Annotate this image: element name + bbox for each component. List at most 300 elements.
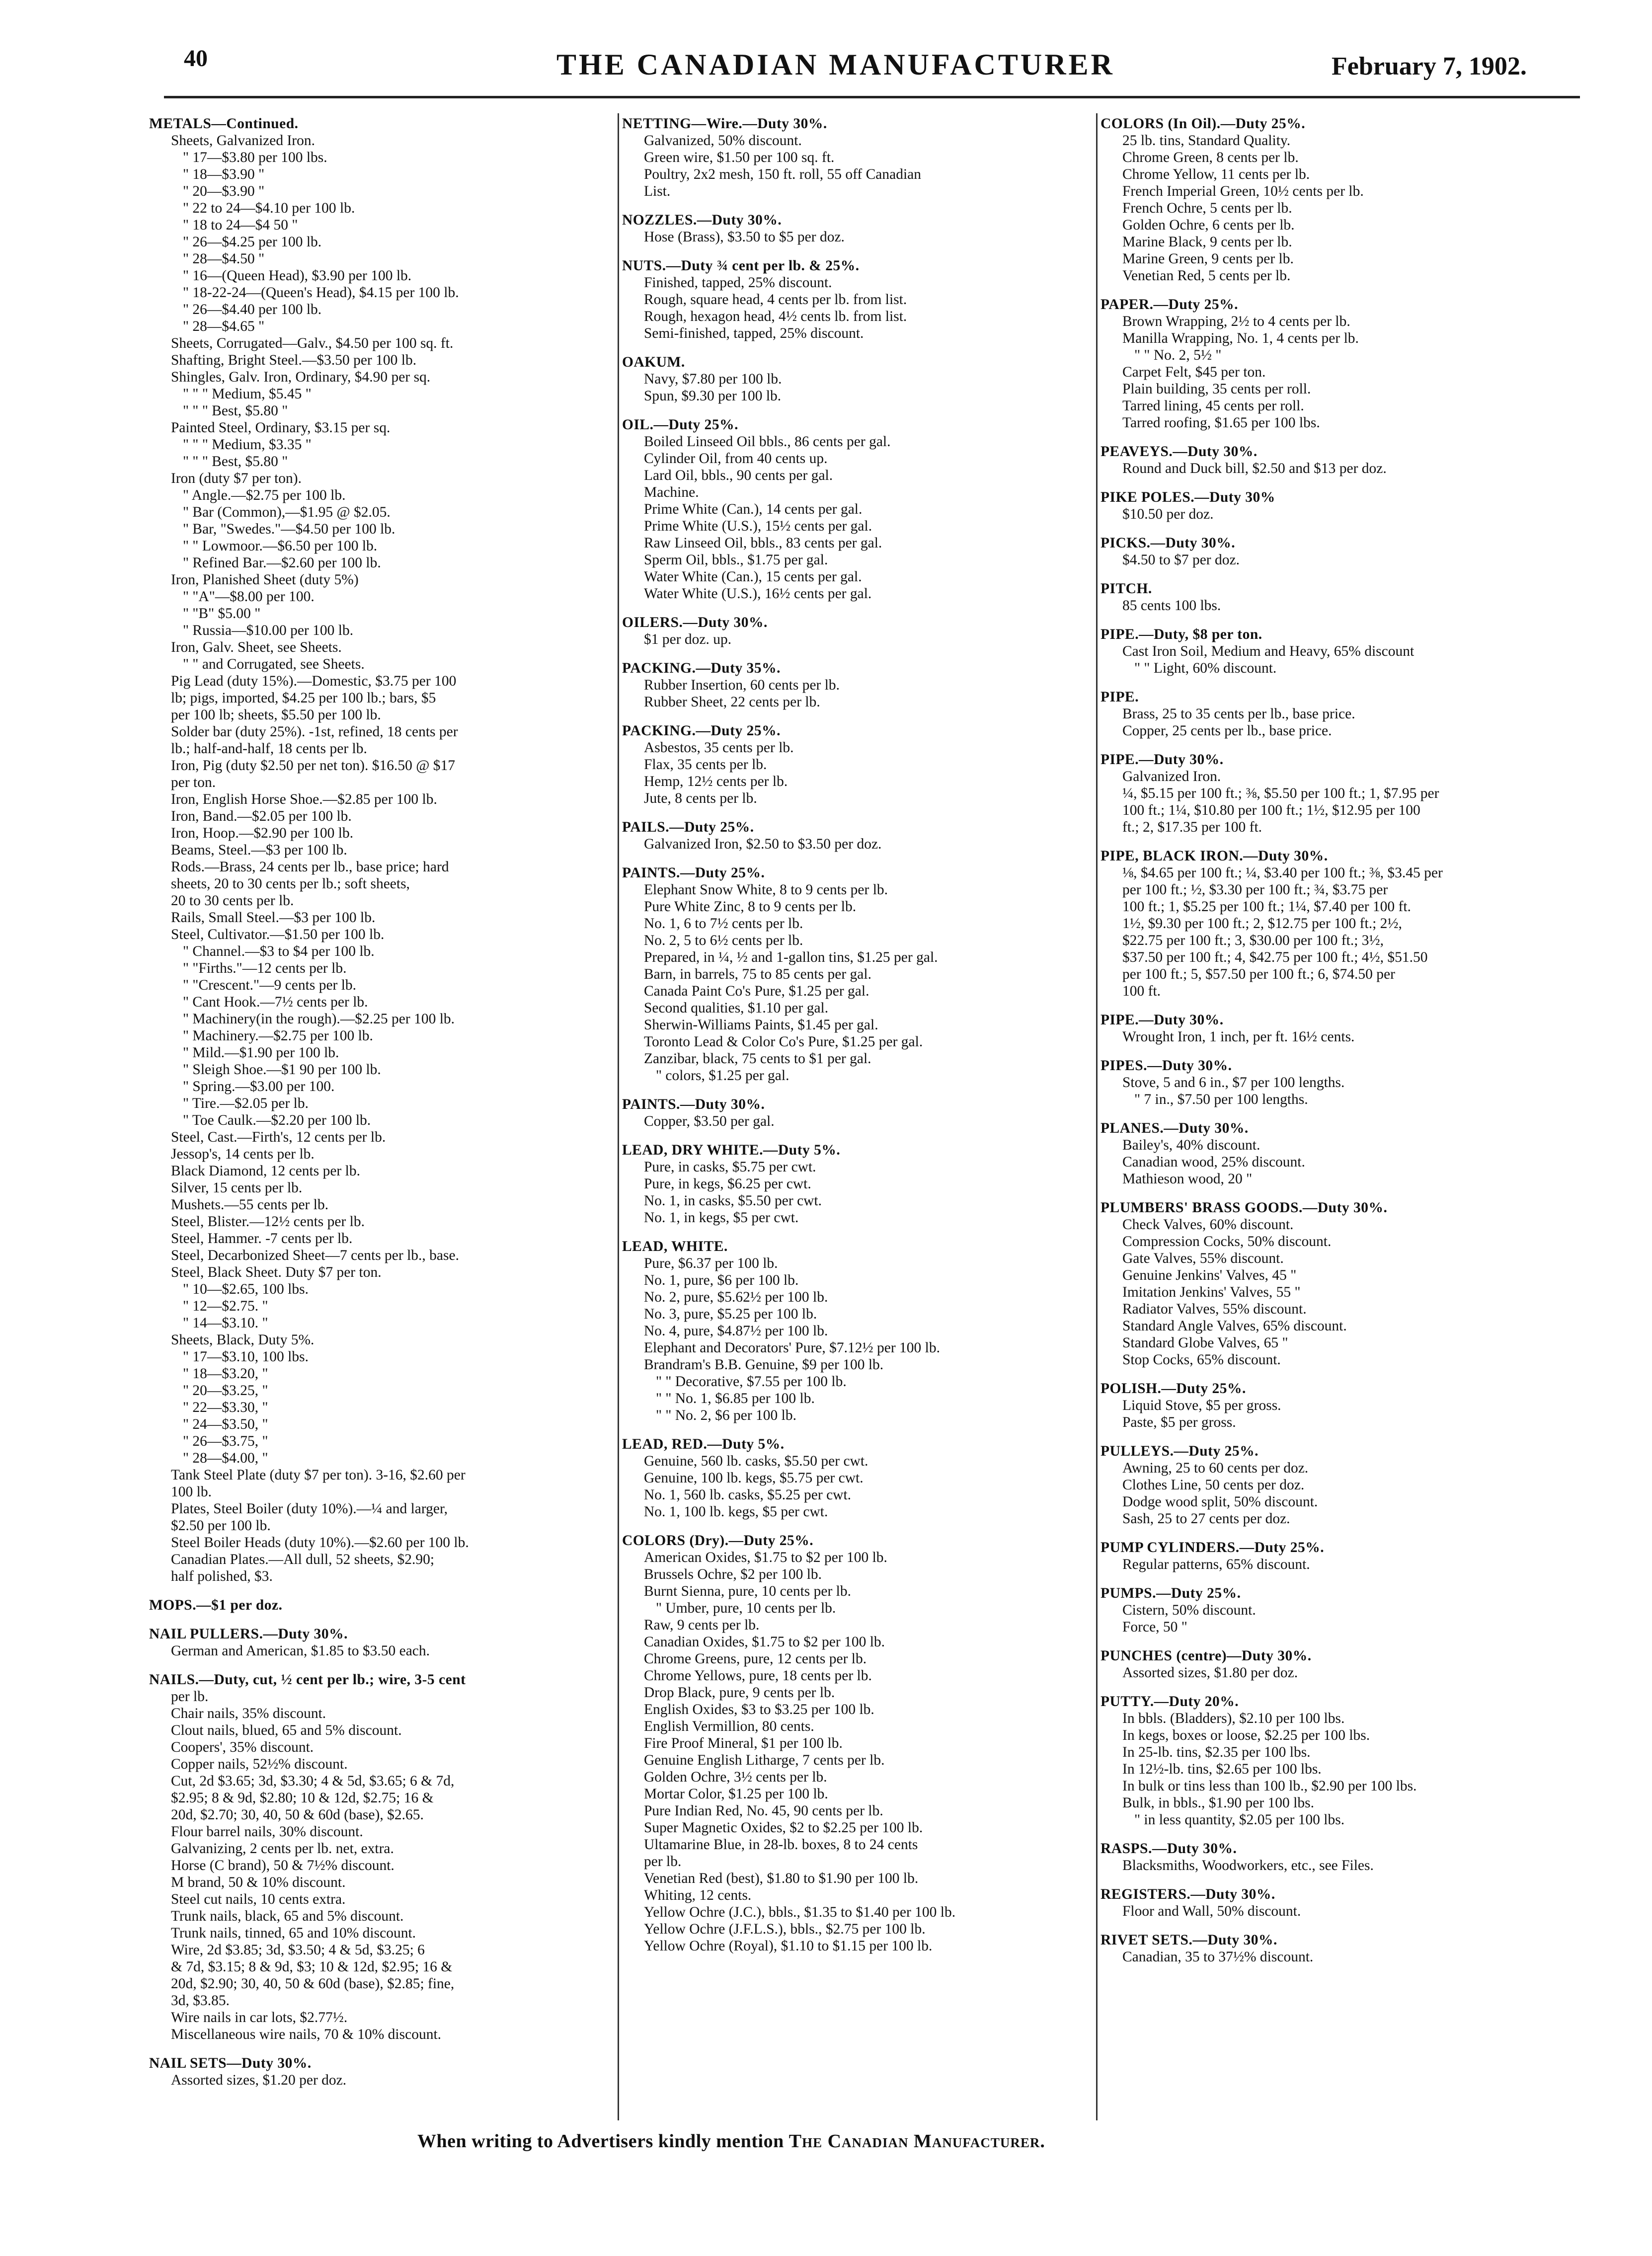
price-section [622, 1238, 1094, 1424]
price-entry: " " No. 2, $6 per 100 lb. [656, 1407, 797, 1423]
price-section [149, 1671, 614, 2043]
price-section [1101, 1886, 1577, 1920]
price-entry: " " " Medium, $5.45 " [183, 386, 312, 402]
price-section [622, 354, 1094, 404]
section-heading: NAILS.—Duty, cut, ½ cent per lb.; wire, 3-5 cent [149, 1672, 466, 1688]
price-entry: " 17—$3.10, 100 lbs. [183, 1349, 309, 1365]
price-entry: Galvanizing, 2 cents per lb. net, extra. [171, 1841, 394, 1857]
price-section [1101, 1539, 1577, 1573]
price-entry: Prepared, in ¼, ½ and 1-gallon tins, $1.25 per gal. [644, 949, 938, 965]
price-entry: No. 2, pure, $5.62½ per 100 lb. [644, 1289, 828, 1305]
section-heading: NAIL PULLERS.—Duty 30%. [149, 1626, 348, 1642]
price-entry: Rods.—Brass, 24 cents per lb., base price; hard [171, 859, 449, 875]
price-entry: American Oxides, $1.75 to $2 per 100 lb. [644, 1550, 887, 1565]
price-entry: Coopers', 35% discount. [171, 1739, 314, 1755]
section-heading: PACKING.—Duty 25%. [622, 723, 781, 739]
price-entry: 25 lb. tins, Standard Quality. [1122, 133, 1291, 149]
price-section [149, 2055, 614, 2089]
section-heading: OILERS.—Duty 30%. [622, 615, 768, 630]
price-entry: Finished, tapped, 25% discount. [644, 275, 832, 291]
price-entry: Copper, 25 cents per lb., base price. [1122, 723, 1332, 739]
price-section [622, 1532, 1094, 1954]
price-section [1101, 296, 1577, 431]
price-entry: Clout nails, blued, 65 and 5% discount. [171, 1722, 402, 1738]
price-entry: Canada Paint Co's Pure, $1.25 per gal. [644, 983, 869, 999]
price-entry: Elephant and Decorators' Pure, $7.12½ per 100 lb. [644, 1340, 940, 1356]
price-entry: " Mild.—$1.90 per 100 lb. [183, 1045, 339, 1061]
price-entry: " " " Best, $5.80 " [183, 403, 288, 419]
price-entry: " " Lowmoor.—$6.50 per 100 lb. [183, 538, 378, 554]
price-entry: Bulk, in bbls., $1.90 per 100 lbs. [1122, 1795, 1314, 1811]
price-entry: Tarred lining, 45 cents per roll. [1122, 398, 1304, 414]
price-entry: Chrome Greens, pure, 12 cents per lb. [644, 1651, 867, 1667]
price-entry: " 20—$3.90 " [183, 183, 265, 199]
column-1 [149, 115, 614, 2100]
price-entry: Super Magnetic Oxides, $2 to $2.25 per 100 lb. [644, 1820, 923, 1836]
price-entry: " 22—$3.30, " [183, 1400, 268, 1415]
price-entry: lb; pigs, imported, $4.25 per 100 lb.; bars, $5 [171, 690, 436, 706]
price-entry: $1 per doz. up. [644, 631, 732, 647]
price-section [1101, 535, 1577, 568]
price-entry: Wire, 2d $3.85; 3d, $3.50; 4 & 5d, $3.25; 6 [171, 1942, 425, 1958]
price-section [622, 614, 1094, 648]
price-entry: Plain building, 35 cents per roll. [1122, 381, 1311, 397]
section-heading: PICKS.—Duty 30%. [1101, 535, 1236, 551]
section-heading: PAPER.—Duty 25%. [1101, 297, 1239, 312]
price-entry: " "Crescent."—9 cents per lb. [183, 977, 357, 993]
price-entry: " 18-22-24—(Queen's Head), $4.15 per 100 lb. [183, 285, 459, 301]
price-entry: " 16—(Queen Head), $3.90 per 100 lb. [183, 268, 412, 284]
price-section [622, 864, 1094, 1084]
section-heading: PUMPS.—Duty 25%. [1101, 1585, 1241, 1601]
price-section [622, 819, 1094, 853]
section-heading: MOPS.—$1 per doz. [149, 1597, 283, 1613]
price-entry: " 7 in., $7.50 per 100 lengths. [1134, 1091, 1308, 1107]
price-entry: " 10—$2.65, 100 lbs. [183, 1281, 309, 1297]
price-entry: Trunk nails, black, 65 and 5% discount. [171, 1908, 404, 1924]
price-entry: Sheets, Black, Duty 5%. [171, 1332, 315, 1348]
price-entry: Sperm Oil, bbls., $1.75 per gal. [644, 552, 828, 568]
price-section [622, 212, 1094, 245]
price-entry: " Tire.—$2.05 per lb. [183, 1095, 309, 1111]
price-section [622, 660, 1094, 710]
price-entry: No. 1, in casks, $5.50 per cwt. [644, 1193, 822, 1209]
section-heading: PAINTS.—Duty 30%. [622, 1096, 765, 1112]
price-entry: Pure Indian Red, No. 45, 90 cents per lb. [644, 1803, 883, 1819]
price-entry: Elephant Snow White, 8 to 9 cents per lb. [644, 882, 888, 898]
price-section [622, 115, 1094, 200]
price-entry: " " " Best, $5.80 " [183, 454, 288, 469]
price-entry: Cut, 2d $3.65; 3d, $3.30; 4 & 5d, $3.65; 6 & 7d, [171, 1773, 455, 1789]
price-entry: " 26—$3.75, " [183, 1433, 268, 1449]
price-entry: $10.50 per doz. [1122, 506, 1214, 522]
price-entry: Steel, Cultivator.—$1.50 per 100 lb. [171, 927, 385, 942]
price-entry: " Machinery.—$2.75 per 100 lb. [183, 1028, 373, 1044]
price-entry: Hose (Brass), $3.50 to $5 per doz. [644, 229, 845, 245]
price-entry: Pig Lead (duty 15%).—Domestic, $3.75 per 100 [171, 673, 457, 689]
price-entry: Machine. [644, 484, 699, 500]
price-section [1101, 1693, 1577, 1828]
price-entry: Green wire, $1.50 per 100 sq. ft. [644, 150, 835, 165]
price-entry: Brandram's B.B. Genuine, $9 per 100 lb. [644, 1357, 884, 1373]
price-entry: Venetian Red (best), $1.80 to $1.90 per 100 lb. [644, 1870, 919, 1886]
price-entry: Genuine English Litharge, 7 cents per lb. [644, 1752, 885, 1768]
section-heading: PIPE.—Duty 30%. [1101, 1012, 1224, 1028]
price-entry: Rubber Sheet, 22 cents per lb. [644, 694, 820, 710]
section-heading: PUMP CYLINDERS.—Duty 25%. [1101, 1540, 1325, 1556]
price-entry: " Refined Bar.—$2.60 per 100 lb. [183, 555, 381, 571]
column-divider-1 [618, 113, 619, 2120]
price-section [1101, 489, 1577, 523]
price-section [1101, 1057, 1577, 1108]
price-entry: Imitation Jenkins' Valves, 55 " [1122, 1284, 1301, 1300]
price-section [622, 257, 1094, 342]
price-section [622, 416, 1094, 602]
price-entry: Chrome Green, 8 cents per lb. [1122, 150, 1299, 165]
price-entry: per lb. [644, 1854, 682, 1869]
price-entry: Shafting, Bright Steel.—$3.50 per 100 lb. [171, 352, 417, 368]
price-entry: Fire Proof Mineral, $1 per 100 lb. [644, 1735, 843, 1751]
section-heading: REGISTERS.—Duty 30%. [1101, 1886, 1275, 1902]
price-entry: Jessop's, 14 cents per lb. [171, 1146, 315, 1162]
price-entry: Semi-finished, tapped, 25% discount. [644, 325, 864, 341]
price-entry: ¼, $5.15 per 100 ft.; ⅜, $5.50 per 100 ft.; 1, $7.95 per [1122, 785, 1439, 801]
price-entry: 100 ft.; 1¼, $10.80 per 100 ft.; 1½, $12.95 per 100 [1122, 802, 1420, 818]
price-entry: No. 1, 6 to 7½ cents per lb. [644, 916, 803, 932]
price-entry: Hemp, 12½ cents per lb. [644, 774, 788, 789]
column-2 [622, 115, 1094, 1966]
section-heading: NUTS.—Duty ¾ cent per lb. & 25%. [622, 258, 860, 274]
header-rule [164, 96, 1580, 98]
price-section [622, 1096, 1094, 1130]
price-entry: Manilla Wrapping, No. 1, 4 cents per lb. [1122, 330, 1359, 346]
price-entry: Iron, Planished Sheet (duty 5%) [171, 572, 359, 588]
section-heading: PIPES.—Duty 30%. [1101, 1058, 1232, 1074]
price-entry: No. 4, pure, $4.87½ per 100 lb. [644, 1323, 828, 1339]
price-entry: Solder bar (duty 25%). -1st, refined, 18 cents per [171, 724, 458, 740]
price-entry: per lb. [171, 1689, 209, 1705]
price-entry: " 28—$4.65 " [183, 318, 265, 334]
price-section [1101, 1199, 1577, 1368]
price-entry: Cylinder Oil, from 40 cents up. [644, 451, 828, 467]
price-entry: " 26—$4.25 per 100 lb. [183, 234, 322, 250]
price-entry: Flax, 35 cents per lb. [644, 757, 767, 773]
price-entry: Canadian Plates.—All dull, 52 sheets, $2.90; [171, 1552, 435, 1567]
section-heading: PAINTS.—Duty 25%. [622, 865, 765, 881]
section-heading: NETTING—Wire.—Duty 30%. [622, 116, 827, 132]
price-section [1101, 1647, 1577, 1681]
price-section [1101, 1011, 1577, 1045]
price-entry: Sheets, Galvanized Iron. [171, 133, 315, 149]
price-entry: Shingles, Galv. Iron, Ordinary, $4.90 per sq. [171, 369, 431, 385]
price-entry: " "B" $5.00 " [183, 606, 261, 622]
price-entry: Rubber Insertion, 60 cents per lb. [644, 677, 840, 693]
price-entry: Prime White (Can.), 14 cents per gal. [644, 501, 863, 517]
price-entry: No. 1, in kegs, $5 per cwt. [644, 1210, 799, 1226]
footer-publication: The Canadian Manufacturer. [788, 2131, 1045, 2152]
price-entry: Ultamarine Blue, in 28-lb. boxes, 8 to 24 cents [644, 1837, 918, 1853]
price-entry: " Sleigh Shoe.—$1 90 per 100 lb. [183, 1062, 381, 1078]
price-entry: Copper, $3.50 per gal. [644, 1113, 775, 1129]
price-section [1101, 689, 1577, 739]
price-entry: Boiled Linseed Oil bbls., 86 cents per gal. [644, 434, 891, 450]
price-entry: Marine Green, 9 cents per lb. [1122, 251, 1294, 267]
price-entry: Blacksmiths, Woodworkers, etc., see Files. [1122, 1858, 1374, 1873]
price-entry: " Machinery(in the rough).—$2.25 per 100 lb. [183, 1011, 455, 1027]
price-entry: " "A"—$8.00 per 100. [183, 589, 315, 605]
footer-notice [417, 2130, 1045, 2152]
price-entry: ⅛, $4.65 per 100 ft.; ¼, $3.40 per 100 ft.; ⅜, $3.45 per [1122, 865, 1443, 881]
price-entry: Steel, Decarbonized Sheet—7 cents per lb., base. [171, 1247, 459, 1263]
price-entry: Round and Duck bill, $2.50 and $13 per doz. [1122, 461, 1387, 476]
price-entry: " Russia—$10.00 per 100 lb. [183, 622, 354, 638]
price-entry: In 12½-lb. tins, $2.65 per 100 lbs. [1122, 1761, 1322, 1777]
section-heading: PUTTY.—Duty 20%. [1101, 1694, 1239, 1710]
price-section [1101, 1120, 1577, 1187]
price-entry: Rough, hexagon head, 4½ cents lb. from list. [644, 309, 907, 324]
price-entry: " " and Corrugated, see Sheets. [183, 656, 365, 672]
price-entry: No. 2, 5 to 6½ cents per lb. [644, 933, 803, 948]
price-entry: " " No. 1, $6.85 per 100 lb. [656, 1391, 815, 1406]
section-heading: RIVET SETS.—Duty 30%. [1101, 1932, 1277, 1948]
column-3 [1101, 115, 1577, 1977]
price-entry: English Oxides, $3 to $3.25 per 100 lb. [644, 1702, 874, 1717]
price-entry: $2.50 per 100 lb. [171, 1518, 271, 1534]
price-entry: " 12—$2.75. " [183, 1298, 268, 1314]
price-entry: Standard Globe Valves, 65 " [1122, 1335, 1288, 1351]
price-entry: German and American, $1.85 to $3.50 each. [171, 1643, 430, 1659]
section-heading: PULLEYS.—Duty 25%. [1101, 1443, 1259, 1459]
price-entry: M brand, 50 & 10% discount. [171, 1874, 346, 1890]
price-entry: & 7d, $3.15; 8 & 9d, $3; 10 & 12d, $2.95; 16 & [171, 1959, 453, 1975]
price-entry: Iron, English Horse Shoe.—$2.85 per 100 lb. [171, 791, 437, 807]
price-entry: Prime White (U.S.), 15½ cents per gal. [644, 518, 872, 534]
price-entry: Water White (U.S.), 16½ cents per gal. [644, 586, 872, 602]
price-entry: Poultry, 2x2 mesh, 150 ft. roll, 55 off Canadian [644, 166, 921, 182]
price-entry: half polished, $3. [171, 1568, 273, 1584]
price-entry: Yellow Ochre (J.C.), bbls., $1.35 to $1.40 per 100 lb. [644, 1904, 956, 1920]
price-entry: Iron (duty $7 per ton). [171, 470, 302, 486]
footer-text: When writing to Advertisers kindly mention [417, 2131, 784, 2152]
price-entry: Steel, Hammer. -7 cents per lb. [171, 1231, 353, 1246]
section-heading: PIPE, BLACK IRON.—Duty 30%. [1101, 848, 1328, 864]
price-entry: Iron, Band.—$2.05 per 100 lb. [171, 808, 352, 824]
price-entry: In 25-lb. tins, $2.35 per 100 lbs. [1122, 1744, 1311, 1760]
price-entry: " " Decorative, $7.55 per 100 lb. [656, 1374, 847, 1390]
price-entry: Pure, in casks, $5.75 per cwt. [644, 1159, 816, 1175]
price-entry: Clothes Line, 50 cents per doz. [1122, 1477, 1305, 1493]
price-entry: Bailey's, 40% discount. [1122, 1137, 1260, 1153]
section-heading: NOZZLES.—Duty 30%. [622, 212, 782, 228]
price-entry: $22.75 per 100 ft.; 3, $30.00 per 100 ft.; 3½, [1122, 933, 1384, 948]
price-entry: Trunk nails, tinned, 65 and 10% discount. [171, 1925, 416, 1941]
price-entry: per 100 lb; sheets, $5.50 per 100 lb. [171, 707, 381, 723]
price-entry: " Cant Hook.—7½ cents per lb. [183, 994, 368, 1010]
price-entry: " 26—$4.40 per 100 lb. [183, 302, 322, 317]
price-entry: Standard Angle Valves, 65% discount. [1122, 1318, 1347, 1334]
price-entry: " 18—$3.20, " [183, 1366, 268, 1382]
price-entry: Dodge wood split, 50% discount. [1122, 1494, 1318, 1510]
price-entry: English Vermillion, 80 cents. [644, 1718, 814, 1734]
price-entry: per 100 ft.; ½, $3.30 per 100 ft.; ¾, $3.75 per [1122, 882, 1388, 898]
price-entry: " " Light, 60% discount. [1134, 660, 1277, 676]
section-heading: PITCH. [1101, 581, 1152, 597]
price-entry: " Bar, "Swedes."—$4.50 per 100 lb. [183, 521, 395, 537]
section-heading: PLANES.—Duty 30%. [1101, 1120, 1249, 1136]
price-entry: No. 1, pure, $6 per 100 lb. [644, 1272, 799, 1288]
price-entry: No. 1, 100 lb. kegs, $5 per cwt. [644, 1504, 828, 1520]
price-entry: Awning, 25 to 60 cents per doz. [1122, 1460, 1309, 1476]
price-entry: Assorted sizes, $1.80 per doz. [1122, 1665, 1298, 1681]
price-entry: " 18—$3.90 " [183, 166, 265, 182]
price-entry: Galvanized Iron, $2.50 to $3.50 per doz. [644, 836, 882, 852]
price-entry: Brussels Ochre, $2 per 100 lb. [644, 1566, 822, 1582]
price-entry: Genuine, 100 lb. kegs, $5.75 per cwt. [644, 1470, 864, 1486]
section-heading: PEAVEYS.—Duty 30%. [1101, 444, 1258, 460]
price-entry: Chair nails, 35% discount. [171, 1706, 326, 1721]
price-entry: Mortar Color, $1.25 per 100 lb. [644, 1786, 828, 1802]
price-entry: Navy, $7.80 per 100 lb. [644, 371, 782, 387]
price-entry: Mathieson wood, 20 " [1122, 1171, 1253, 1187]
price-section [1101, 1443, 1577, 1527]
price-entry: 1½, $9.30 per 100 ft.; 2, $12.75 per 100 ft.; 2½, [1122, 916, 1402, 932]
price-entry: Golden Ochre, 3½ cents per lb. [644, 1769, 827, 1785]
price-entry: Steel cut nails, 10 cents extra. [171, 1891, 346, 1907]
price-entry: No. 3, pure, $5.25 per 100 lb. [644, 1306, 817, 1322]
price-section [1101, 443, 1577, 477]
price-entry: " 28—$4.50 " [183, 251, 265, 267]
price-entry: sheets, 20 to 30 cents per lb.; soft sheets, [171, 876, 410, 892]
price-entry: 100 lb. [171, 1484, 212, 1500]
section-heading: COLORS (In Oil).—Duty 25%. [1101, 116, 1306, 132]
section-heading: PACKING.—Duty 35%. [622, 660, 781, 676]
price-entry: Toronto Lead & Color Co's Pure, $1.25 per gal. [644, 1034, 923, 1050]
price-entry: Radiator Valves, 55% discount. [1122, 1301, 1307, 1317]
section-heading: NAIL SETS—Duty 30%. [149, 2055, 312, 2071]
price-entry: Marine Black, 9 cents per lb. [1122, 234, 1292, 250]
price-entry: $2.95; 8 & 9d, $2.80; 10 & 12d, $2.75; 16 & [171, 1790, 434, 1806]
price-entry: Chrome Yellows, pure, 18 cents per lb. [644, 1668, 872, 1684]
price-entry: Second qualities, $1.10 per gal. [644, 1000, 829, 1016]
publication-title: THE CANADIAN MANUFACTURER [556, 48, 1115, 81]
price-section [1101, 580, 1577, 614]
price-entry: " "Firths."—12 cents per lb. [183, 960, 347, 976]
price-entry: Gate Valves, 55% discount. [1122, 1250, 1284, 1266]
price-entry: Compression Cocks, 50% discount. [1122, 1234, 1332, 1249]
section-heading: METALS—Continued. [149, 116, 299, 132]
price-entry: Tank Steel Plate (duty $7 per ton). 3-16, $2.60 per [171, 1467, 466, 1483]
price-entry: 100 ft.; 1, $5.25 per 100 ft.; 1¼, $7.40 per 100 ft. [1122, 899, 1411, 915]
price-entry: In bbls. (Bladders), $2.10 per 100 lbs. [1122, 1711, 1345, 1726]
section-heading: PIPE. [1101, 689, 1139, 705]
price-entry: Floor and Wall, 50% discount. [1122, 1903, 1301, 1919]
price-entry: " 14—$3.10. " [183, 1315, 268, 1331]
price-entry: Sherwin-Williams Paints, $1.45 per gal. [644, 1017, 878, 1033]
price-entry: Beams, Steel.—$3 per 100 lb. [171, 842, 347, 858]
price-section [1101, 1840, 1577, 1874]
price-entry: Iron, Galv. Sheet, see Sheets. [171, 639, 342, 655]
price-entry: Iron, Pig (duty $2.50 per net ton). $16.50 @ $17 [171, 758, 456, 774]
price-section [1101, 1932, 1577, 1965]
section-heading: PIKE POLES.—Duty 30% [1101, 489, 1275, 505]
section-heading: PIPE.—Duty, $8 per ton. [1101, 626, 1262, 642]
price-entry: Mushets.—55 cents per lb. [171, 1197, 329, 1213]
price-entry: 20d, $2.70; 30, 40, 50 & 60d (base), $2.65. [171, 1807, 424, 1823]
price-entry: Barn, in barrels, 75 to 85 cents per gal. [644, 966, 871, 982]
section-heading: PUNCHES (centre)—Duty 30%. [1101, 1648, 1312, 1664]
price-entry: Painted Steel, Ordinary, $3.15 per sq. [171, 420, 391, 436]
price-section [622, 722, 1094, 807]
price-entry: Jute, 8 cents per lb. [644, 790, 757, 806]
price-entry: " 18 to 24—$4 50 " [183, 217, 298, 233]
price-section [622, 1142, 1094, 1226]
price-entry: " " No. 2, 5½ " [1134, 347, 1222, 363]
price-entry: Raw Linseed Oil, bbls., 83 cents per gal. [644, 535, 882, 551]
price-entry: Genuine, 560 lb. casks, $5.50 per cwt. [644, 1453, 868, 1469]
price-entry: Golden Ochre, 6 cents per lb. [1122, 217, 1295, 233]
price-entry: Raw, 9 cents per lb. [644, 1617, 760, 1633]
price-entry: Miscellaneous wire nails, 70 & 10% discount. [171, 2026, 442, 2042]
price-entry: Steel Boiler Heads (duty 10%).—$2.60 per 100 lb. [171, 1535, 469, 1551]
price-entry: " in less quantity, $2.05 per 100 lbs. [1134, 1812, 1345, 1828]
price-entry: " colors, $1.25 per gal. [656, 1068, 789, 1084]
price-entry: Rough, square head, 4 cents per lb. from list. [644, 292, 907, 308]
column-divider-2 [1096, 113, 1098, 2120]
section-heading: LEAD, DRY WHITE.—Duty 5%. [622, 1142, 841, 1158]
price-entry: " " " Medium, $3.35 " [183, 437, 312, 453]
price-entry: 100 ft. [1122, 983, 1161, 999]
price-entry: per 100 ft.; 5, $57.50 per 100 ft.; 6, $74.50 per [1122, 966, 1395, 982]
price-entry: Regular patterns, 65% discount. [1122, 1556, 1310, 1572]
section-heading: OAKUM. [622, 354, 685, 370]
section-heading: PLUMBERS' BRASS GOODS.—Duty 30%. [1101, 1200, 1388, 1216]
price-entry: No. 1, 560 lb. casks, $5.25 per cwt. [644, 1487, 852, 1503]
section-heading: POLISH.—Duty 25%. [1101, 1381, 1246, 1397]
price-entry: " 24—$3.50, " [183, 1416, 268, 1432]
price-entry: Paste, $5 per gross. [1122, 1414, 1236, 1430]
price-entry: " Bar (Common),—$1.95 @ $2.05. [183, 504, 391, 520]
price-entry: ft.; 2, $17.35 per 100 ft. [1122, 819, 1262, 835]
price-entry: 20d, $2.90; 30, 40, 50 & 60d (base), $2.85; fine, [171, 1976, 455, 1992]
price-entry: Lard Oil, bbls., 90 cents per gal. [644, 467, 833, 483]
price-entry: Tarred roofing, $1.65 per 100 lbs. [1122, 415, 1320, 431]
price-entry: Genuine Jenkins' Valves, 45 " [1122, 1267, 1297, 1283]
price-entry: Stop Cocks, 65% discount. [1122, 1352, 1281, 1368]
price-entry: Wire nails in car lots, $2.77½. [171, 2010, 348, 2025]
price-entry: Iron, Hoop.—$2.90 per 100 lb. [171, 825, 354, 841]
price-entry: In kegs, boxes or loose, $2.25 per 100 lbs. [1122, 1727, 1370, 1743]
price-entry: Brown Wrapping, 2½ to 4 cents per lb. [1122, 313, 1350, 329]
price-entry: Steel, Blister.—12½ cents per lb. [171, 1214, 365, 1230]
price-entry: " Umber, pure, 10 cents per lb. [656, 1600, 836, 1616]
price-section [1101, 1380, 1577, 1431]
price-section [149, 115, 614, 1585]
section-heading: COLORS (Dry).—Duty 25%. [622, 1533, 814, 1549]
price-entry: " Channel.—$3 to $4 per 100 lb. [183, 943, 375, 959]
price-entry: Canadian, 35 to 37½% discount. [1122, 1949, 1314, 1965]
price-section [1101, 1585, 1577, 1635]
price-section [622, 1436, 1094, 1520]
price-entry: French Imperial Green, 10½ cents per lb. [1122, 183, 1364, 199]
price-entry: " Toe Caulk.—$2.20 per 100 lb. [183, 1112, 371, 1128]
price-entry: Silver, 15 cents per lb. [171, 1180, 303, 1196]
price-entry: Sash, 25 to 27 cents per doz. [1122, 1511, 1290, 1527]
price-entry: Carpet Felt, $45 per ton. [1122, 364, 1266, 380]
price-entry: lb.; half-and-half, 18 cents per lb. [171, 741, 367, 757]
price-entry: Water White (Can.), 15 cents per gal. [644, 569, 862, 585]
price-entry: Whiting, 12 cents. [644, 1887, 752, 1903]
price-entry: Venetian Red, 5 cents per lb. [1122, 268, 1291, 284]
